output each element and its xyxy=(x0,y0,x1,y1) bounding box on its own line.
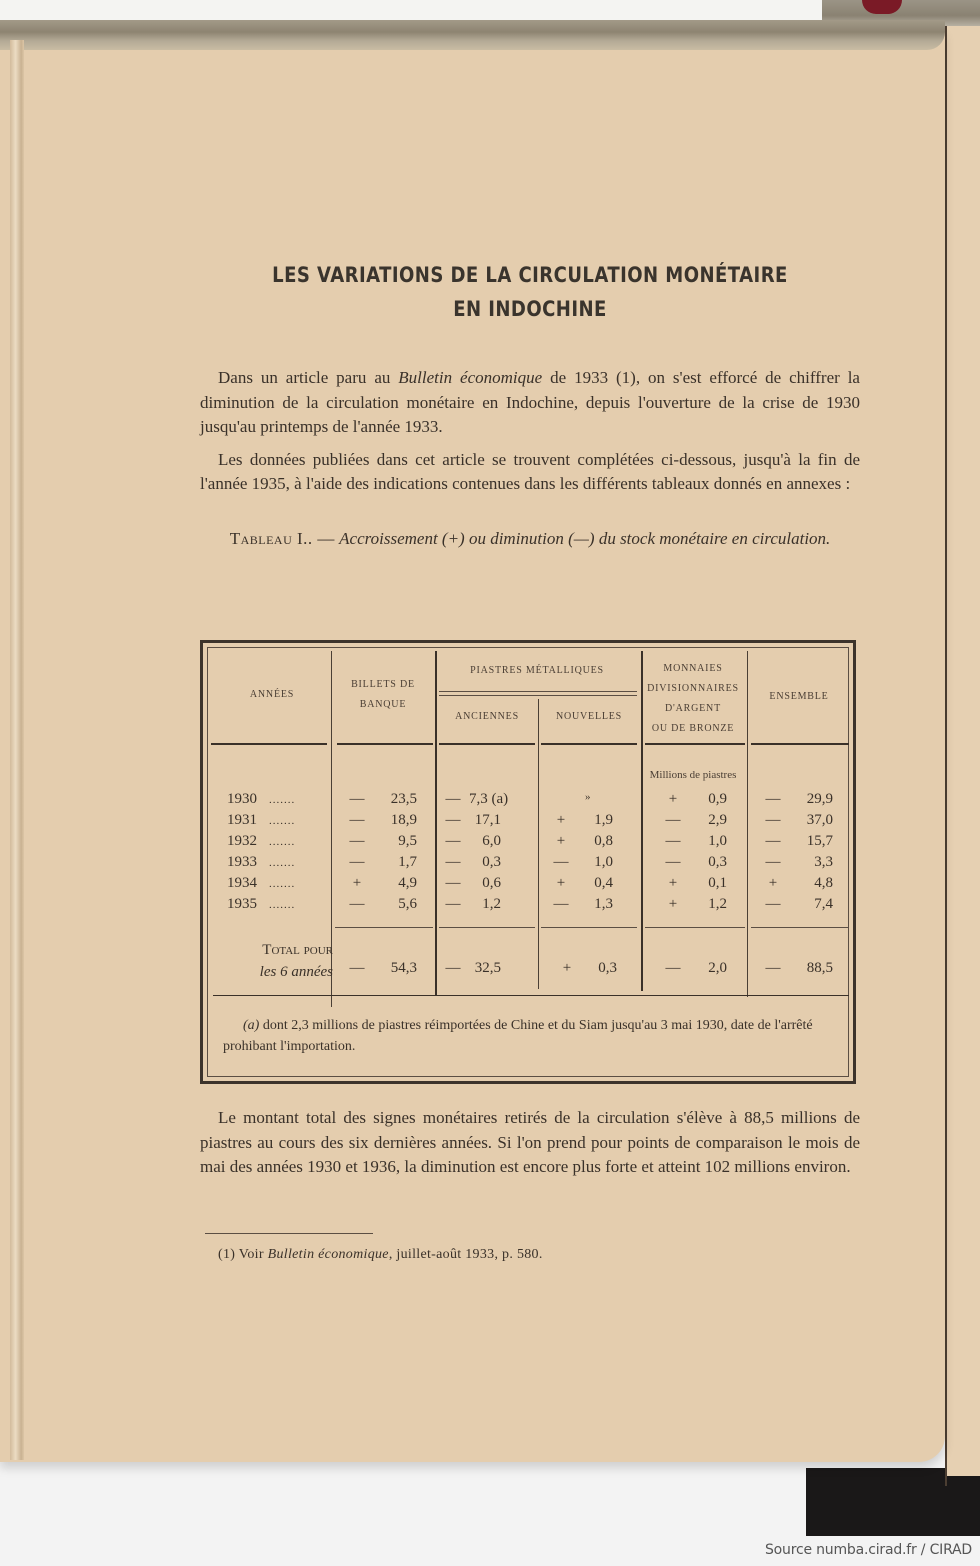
monnaies-cell: 2,9 xyxy=(708,812,727,828)
leader-dots: ....... xyxy=(269,899,296,911)
sign: + xyxy=(556,875,566,891)
header-group-rule xyxy=(439,695,637,696)
sign: — xyxy=(445,812,461,828)
ensemble-total: 88,5 xyxy=(806,960,833,976)
subtotal-rule xyxy=(645,927,745,928)
sign: — xyxy=(665,812,681,828)
sign: — xyxy=(553,896,569,912)
sign: + xyxy=(668,896,678,912)
header-rule xyxy=(337,743,433,745)
sign: + xyxy=(668,791,678,807)
closing-paragraph: Le montant total des signes monétaires retirés de la circulation s'élève à 88,5 millions de piastres au cours des six dernières années. Si l'on prend pour points de comparaison le mois de mai des années 1930 et 1936, la diminution est encore plus forte et atteint 102 millions environ. xyxy=(200,1108,860,1176)
billets-cell: 1,7 xyxy=(398,854,417,870)
subtotal-rule xyxy=(751,927,849,928)
table-row xyxy=(203,875,853,896)
billets-cell: 9,5 xyxy=(398,833,417,849)
sign: + xyxy=(556,833,566,849)
anciennes-cell: 7,3 (a) xyxy=(469,791,509,807)
sign: — xyxy=(765,833,781,849)
header-rule xyxy=(211,743,327,745)
header-rule xyxy=(751,743,849,745)
sign: — xyxy=(765,812,781,828)
table-row xyxy=(203,791,853,812)
monnaies-cell: 0,1 xyxy=(708,875,727,891)
sign: — xyxy=(445,960,461,976)
sign: — xyxy=(349,791,365,807)
billets-cell: 18,9 xyxy=(390,812,417,828)
ensemble-cell: 15,7 xyxy=(806,833,833,849)
unit-label: Millions de piastres xyxy=(649,769,737,781)
year-cell: 1932 xyxy=(227,833,257,849)
title-line-1: LES VARIATIONS DE LA CIRCULATION MONÉTAIRE xyxy=(272,263,788,287)
book-spine xyxy=(945,26,947,1486)
sign: — xyxy=(765,896,781,912)
sign: — xyxy=(349,812,365,828)
year-cell: 1935 xyxy=(227,896,257,912)
billets-cell: 5,6 xyxy=(398,896,417,912)
header-monnaies-line2: DIVISIONNAIRES xyxy=(647,683,739,694)
sign: — xyxy=(665,833,681,849)
text: , juillet-août 1933, p. 580. xyxy=(388,1247,543,1262)
table-caption-text: Accroissement (+) ou diminution (—) du stock monétaire en circulation. xyxy=(339,528,831,548)
header-group-rule xyxy=(439,691,637,692)
publication-title: Bulletin économique xyxy=(398,368,543,387)
source-credit: Source numba.cirad.fr / CIRAD xyxy=(764,1542,972,1558)
header-annees: ANNÉES xyxy=(249,689,295,700)
sign: — xyxy=(349,854,365,870)
header-rule xyxy=(439,743,535,745)
nouvelles-cell: 1,3 xyxy=(594,896,613,912)
header-billets xyxy=(333,675,433,715)
header-monnaies-line3: D'ARGENT xyxy=(665,703,721,714)
scan-background-corner xyxy=(806,1468,980,1536)
text: (1) Voir xyxy=(218,1247,268,1262)
sign: + xyxy=(556,812,566,828)
year-cell: 1933 xyxy=(227,854,257,870)
header-nouvelles: NOUVELLES xyxy=(555,711,623,722)
header-anciennes: ANCIENNES xyxy=(455,711,519,722)
anciennes-cell: 0,3 xyxy=(482,854,501,870)
billets-cell: 4,9 xyxy=(398,875,417,891)
nouvelles-cell: 1,9 xyxy=(594,812,613,828)
footnote-text: dont 2,3 millions de piastres réimportées de Chine et du Siam jusqu'au 3 mai 1930, date de l'arrêté prohibant l'importation. xyxy=(223,1018,813,1054)
table-footnote xyxy=(223,1015,843,1057)
title-line-2: EN INDOCHINE xyxy=(453,297,607,321)
ensemble-cell: 7,4 xyxy=(814,896,833,912)
sign: — xyxy=(765,960,781,976)
year-cell: 1931 xyxy=(227,812,257,828)
second-paragraph: Les données publiées dans cet article se trouvent complétées ci-dessous, jusqu'à la fin de l'année 1935, à l'aide des indications contenues dans les différents tableaux donnés en annexes : xyxy=(200,449,860,493)
article-title xyxy=(246,258,814,326)
sign: — xyxy=(553,854,569,870)
text: de 1933 (1), on s'est efforcé de chiffrer la diminution de la circulation monétaire en Indochine, depuis l'ouverture de la crise de 1930 jusqu'au printemps de l'année 1933. xyxy=(200,368,860,436)
ensemble-cell: 3,3 xyxy=(814,854,833,870)
ensemble-cell: 37,0 xyxy=(806,812,833,828)
header-ensemble: ENSEMBLE xyxy=(769,691,829,702)
nouvelles-total: 0,3 xyxy=(598,960,617,976)
table-row xyxy=(203,833,853,854)
header-billets-line1: BILLETS DE xyxy=(351,679,415,690)
sign: — xyxy=(665,854,681,870)
header-rule xyxy=(645,743,745,745)
sign: — xyxy=(349,960,365,976)
sign: — xyxy=(765,791,781,807)
sign: — xyxy=(765,854,781,870)
header-billets-line2: BANQUE xyxy=(359,699,407,710)
article xyxy=(200,258,860,551)
ensemble-cell: 4,8 xyxy=(814,875,833,891)
sign: — xyxy=(665,960,681,976)
sign: — xyxy=(349,833,365,849)
sign: — xyxy=(445,896,461,912)
monnaies-cell: 0,3 xyxy=(708,854,727,870)
text: Dans un article paru au xyxy=(218,368,399,387)
sign: + xyxy=(668,875,678,891)
ensemble-cell: 29,9 xyxy=(806,791,833,807)
table-row xyxy=(203,896,853,917)
table-row xyxy=(203,812,853,833)
header-piastres-group: PIASTRES MÉTALLIQUES xyxy=(470,665,604,676)
leader-dots: ....... xyxy=(269,878,296,890)
billets-total: 54,3 xyxy=(390,960,417,976)
monnaies-cell: 0,9 xyxy=(708,791,727,807)
monnaies-cell: 1,2 xyxy=(708,896,727,912)
nouvelles-cell: 0,4 xyxy=(594,875,613,891)
billets-cell: 23,5 xyxy=(390,791,417,807)
sign: + xyxy=(352,875,362,891)
total-label-line2: les 6 années xyxy=(259,964,333,980)
year-cell: 1934 xyxy=(227,875,257,891)
page-footnote xyxy=(218,1247,543,1263)
data-table xyxy=(200,640,856,1084)
nouvelles-cell: 0,8 xyxy=(594,833,613,849)
footnote-marker: (a) xyxy=(243,1018,260,1033)
year-cell: 1930 xyxy=(227,791,257,807)
subtotal-rule xyxy=(439,927,535,928)
monnaies-cell: 1,0 xyxy=(708,833,727,849)
anciennes-total: 32,5 xyxy=(474,960,501,976)
anciennes-cell: 6,0 xyxy=(482,833,501,849)
sign: — xyxy=(445,875,461,891)
subtotal-rule xyxy=(541,927,637,928)
leader-dots: ....... xyxy=(269,794,296,806)
header-monnaies-line1: MONNAIES xyxy=(663,663,723,674)
total-row xyxy=(203,960,853,981)
subtotal-rule xyxy=(335,927,433,928)
sign: — xyxy=(445,791,461,807)
header-monnaies-line4: OU DE BRONZE xyxy=(651,723,735,734)
sign: — xyxy=(445,854,461,870)
intro-paragraph xyxy=(200,366,860,440)
leader-dots: ....... xyxy=(269,857,296,869)
sign: — xyxy=(445,833,461,849)
adjacent-page xyxy=(947,26,980,1476)
leader-dots: ....... xyxy=(269,815,296,827)
anciennes-cell: 1,2 xyxy=(482,896,501,912)
publication-title: Bulletin économique xyxy=(267,1247,389,1262)
sign: — xyxy=(349,896,365,912)
table-caption xyxy=(200,527,860,551)
monnaies-total: 2,0 xyxy=(708,960,727,976)
page-binding-edge xyxy=(10,40,24,1460)
page-stack-edge xyxy=(0,20,945,50)
table-row xyxy=(203,854,853,875)
closing-section xyxy=(200,1106,860,1180)
anciennes-cell: 17,1 xyxy=(474,812,501,828)
header-rule xyxy=(541,743,637,745)
nouvelles-cell: » xyxy=(585,791,591,803)
total-label-line1: Total pour xyxy=(262,942,333,958)
table-bottom-rule xyxy=(213,995,849,996)
sign: + xyxy=(562,960,572,976)
leader-dots: ....... xyxy=(269,836,296,848)
header-monnaies xyxy=(641,659,745,739)
sign: + xyxy=(768,875,778,891)
anciennes-cell: 0,6 xyxy=(482,875,501,891)
table-label: Tableau I.. — xyxy=(229,528,335,548)
footnote-divider xyxy=(205,1233,373,1234)
nouvelles-cell: 1,0 xyxy=(594,854,613,870)
